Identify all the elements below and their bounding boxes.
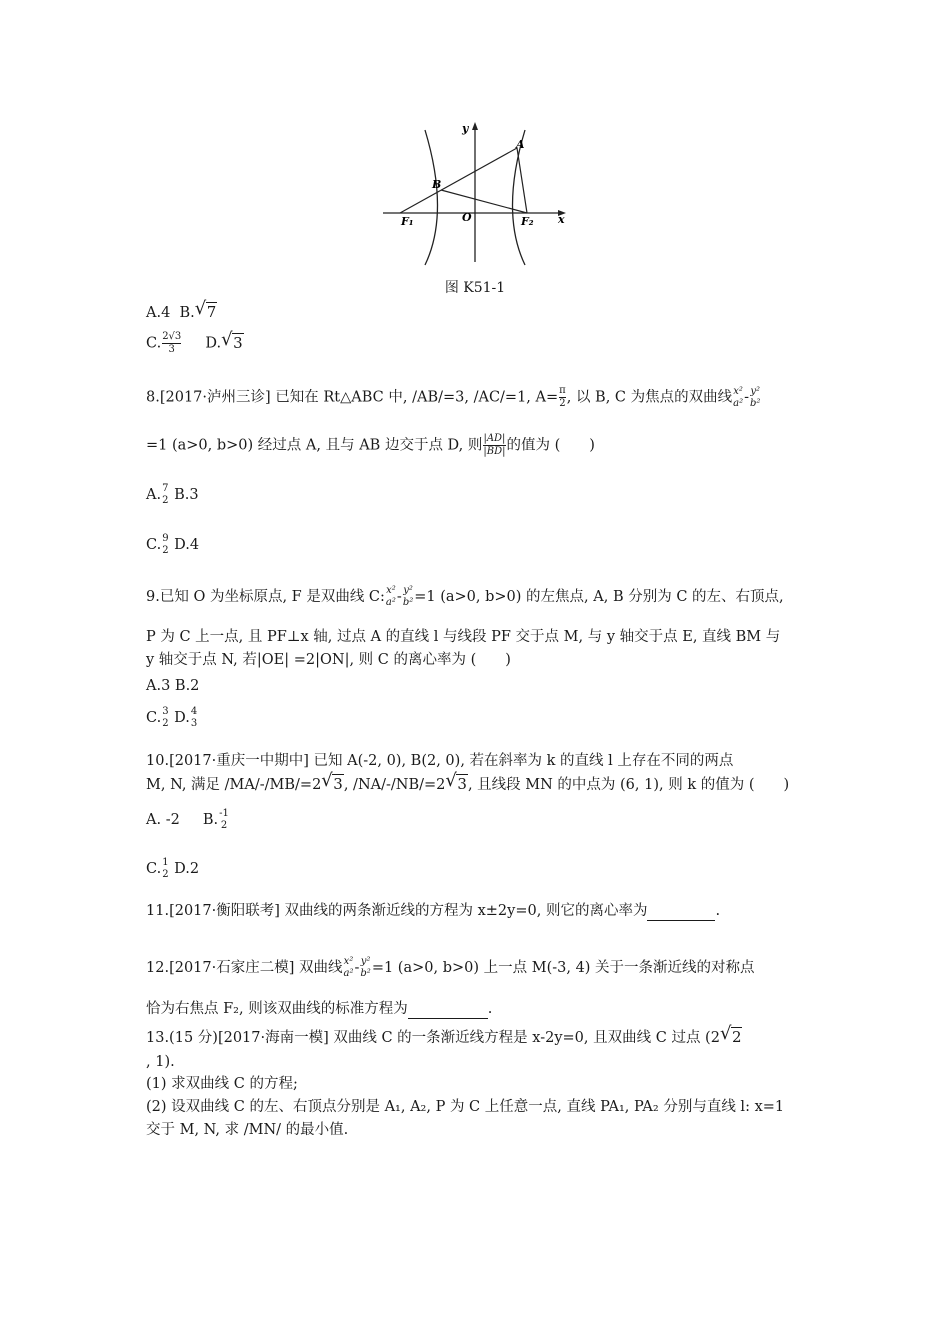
q7-options-ab — [146, 298, 217, 322]
q7-opt-b: B. — [179, 305, 195, 321]
sqrt-7: √ 7 — [194, 298, 217, 321]
q13-line3: (1) 求双曲线 C 的方程; — [146, 1076, 298, 1092]
q13-line1: 13.(15 分)[2017·海南一模] 双曲线 C 的一条渐近线方程是 x-2y=0, 且双曲线 C 过点 (2 √ 2 — [146, 1023, 742, 1046]
q13-line2: , 1). — [146, 1054, 175, 1070]
line-A-F2 — [517, 148, 527, 213]
q12-line2: 恰为右焦点 F₂, 则该双曲线的标准方程为 . — [146, 1001, 493, 1017]
label-O: O — [462, 211, 472, 224]
q7-opt-c-frac: $\frac{2√3}{3}$ — [162, 331, 182, 355]
q12-source: [2017·石家庄二模] — [169, 960, 295, 976]
label-B: B — [432, 178, 442, 191]
q8-source: [2017·泸州三诊] — [159, 389, 271, 406]
q10-line2: M, N, 满足 /MA/-/MB/=2 √ 3, /NA/-/NB/=2 √ 3, 且线段 MN 的中点为 (6, 1), 则 k 的值为 ( ) — [146, 770, 790, 793]
y-axis-arrow — [472, 122, 478, 130]
q8-options-cd: C. 9 2 D.4 — [146, 533, 200, 556]
q12-answer-blank[interactable] — [408, 1000, 488, 1019]
label-x: x — [558, 213, 565, 226]
q12-line1: 12.[2017·石家庄二模] 双曲线 x² a² - y² b² =1 (a>0, b>0) 上一点 M(-3, 4) 关于一条渐近线的对称点 — [146, 956, 755, 979]
q13-line5: 交于 M, N, 求 /MN/ 的最小值. — [146, 1122, 349, 1138]
q10-options-ab: A. -2 B. -1 2 — [146, 808, 229, 831]
q11-answer-blank[interactable] — [647, 902, 715, 921]
q13-source: [2017·海南一模] — [217, 1030, 329, 1046]
label-F2: F₂ — [521, 215, 534, 228]
q10-options-cd: C. 1 2 D.2 — [146, 857, 200, 880]
q10-line1: 10.[2017·重庆一中期中] 已知 A(-2, 0), B(2, 0), 若在斜率为 k 的直线 l 上存在不同的两点 — [146, 753, 734, 769]
q11-source: [2017·衡阳联考] — [169, 903, 280, 919]
figure-caption: 图 K51-1 — [444, 280, 506, 296]
hyperbola-figure — [0, 0, 950, 280]
label-y: y — [462, 122, 469, 135]
q7-opt-a: A.4 — [146, 305, 171, 321]
q10-source: [2017·重庆一中期中] — [169, 753, 309, 769]
q7-opt-d: D. — [205, 335, 222, 352]
q13-line4: (2) 设双曲线 C 的左、右顶点分别是 A₁, A₂, P 为 C 上任意一点, 直线 PA₁, PA₂ 分别与直线 l: x=1 — [146, 1099, 785, 1115]
sqrt-3: √ 3 — [221, 328, 243, 352]
line-F1-A — [400, 148, 517, 213]
q9-options-cd: C. 3 2 D. 4 3 — [146, 706, 198, 729]
q8-options-ab: A. 7 2 B.3 — [146, 483, 199, 506]
q11-line: 11.[2017·衡阳联考] 双曲线的两条渐近线的方程为 x±2y=0, 则它的离心率为 . — [146, 903, 721, 919]
line-B-F2 — [441, 190, 527, 213]
label-F1: F₁ — [401, 215, 414, 228]
q9-line3: y 轴交于点 N, 若|OE| =2|ON|, 则 C 的离心率为 ( ) — [146, 652, 511, 668]
q7-options-cd — [146, 328, 244, 356]
q8-line2: =1 (a>0, b>0) 经过点 A, 且与 AB 边交于点 D, 则 $\frac{|AD|}{|BD|}$ 的值为 ( ) — [146, 433, 595, 457]
q8-line1: 8.[2017·泸州三诊] 已知在 Rt△ABC 中, /AB/=3, /AC/=1, A= $\frac{\pi}{2}$ , 以 B, C 为焦点的双曲线 x² a² - y² b² — [146, 385, 761, 409]
q9-line1: 9.已知 O 为坐标原点, F 是双曲线 C: x² a² - y² b² =1 (a>0, b>0) 的左焦点, A, B 分别为 C 的左、右顶点, — [146, 585, 784, 608]
q7-opt-c: C. — [146, 335, 162, 352]
q9-options-ab: A.3 B.2 — [146, 678, 200, 694]
label-A: A — [516, 138, 525, 151]
q9-line2: P 为 C 上一点, 且 PF⊥x 轴, 过点 A 的直线 l 与线段 PF 交于点 M, 与 y 轴交于点 E, 直线 BM 与 — [146, 629, 781, 645]
